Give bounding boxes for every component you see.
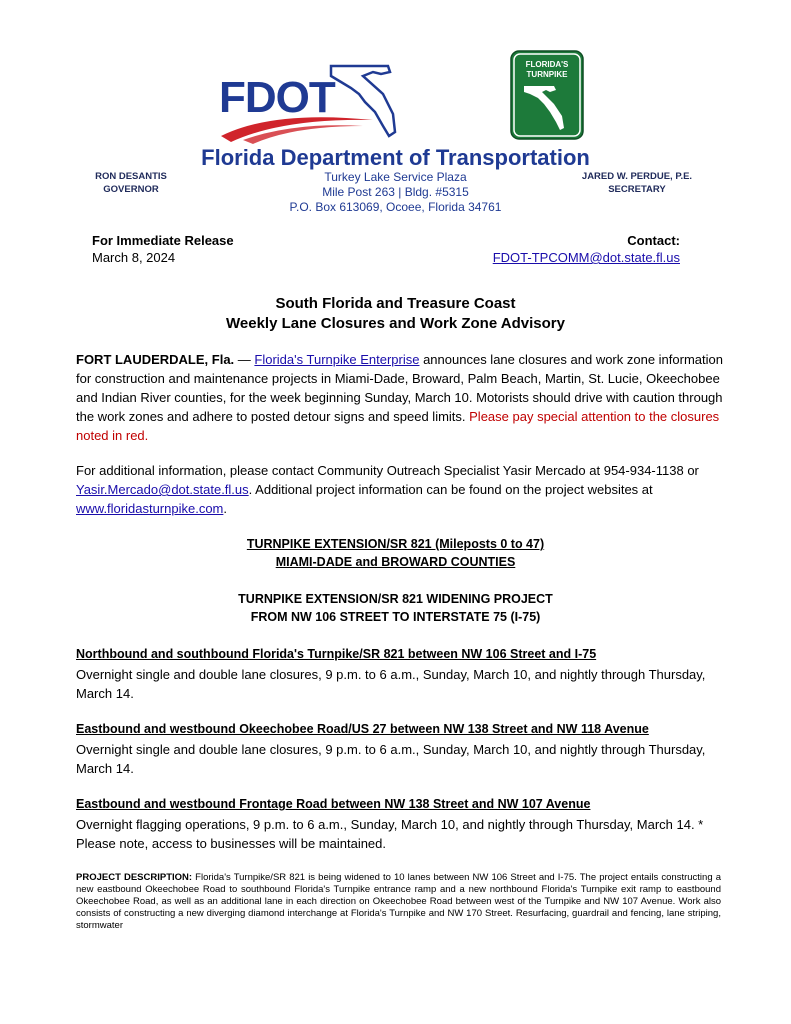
red-notice: Please pay special attention to the closures noted in red. [76,409,720,443]
closure-body: Overnight single and double lane closures, 9 p.m. to 6 a.m., Sunday, March 10, and nightly through Thursday, March 14. [76,742,706,776]
dateline: FORT LAUDERDALE, Fla. [76,352,235,367]
section-heading-line-1: TURNPIKE EXTENSION/SR 821 (Mileposts 0 to 47) [246,537,545,551]
headline-line-1: South Florida and Treasure Coast [275,295,516,312]
headline [0,294,791,334]
project-description [76,872,721,932]
closure-title: Eastbound and westbound Frontage Road between NW 138 Street and NW 107 Avenue [76,797,591,811]
project-heading [0,590,791,626]
intro-text: announces lane closures and work zone information for construction and maintenance projects in Miami-Dade, Broward, Palm Beach, Martin, St. Lucie, Okeechobee and Indian River counties, for the week beginning Sunday, March 10. Motorists should drive with caution through the work zones and adhere to posted detour signs and speed limits. [76,352,723,424]
closure-body: Overnight flagging operations, 9 p.m. to 6 a.m., Sunday, March 10, and nightly through Thursday, March 14. * Please note, access to businesses will be maintained. [76,817,704,851]
contact-text-1: For additional information, please contact Community Outreach Specialist Yasir Mercado at 954-934-1138 or [76,463,699,478]
contact-text-3: . [223,501,228,516]
project-description-label: PROJECT DESCRIPTION: [76,872,193,883]
release-label: For Immediate Release [92,233,234,248]
address-line-1: Turkey Lake Service Plaza [324,170,467,184]
contact-email-link[interactable]: FDOT-TPCOMM@dot.state.fl.us [492,250,680,265]
release-date: March 8, 2024 [92,250,176,265]
closure-body: Overnight single and double lane closures, 9 p.m. to 6 a.m., Sunday, March 10, and nightly through Thursday, March 14. [76,667,706,701]
contact-label: Contact: [627,233,680,248]
project-heading-line-1: TURNPIKE EXTENSION/SR 821 WIDENING PROJECT [238,592,553,606]
headline-line-2: Weekly Lane Closures and Work Zone Advisory [226,315,565,332]
agency-name: Florida Department of Transportation [201,145,590,170]
closure-title: Northbound and southbound Florida's Turnpike/SR 821 between NW 106 Street and I-75 [76,647,597,661]
contact-paragraph [76,461,726,518]
project-heading-line-2: FROM NW 106 STREET TO INTERSTATE 75 (I-75) [250,610,541,624]
turnpike-logo [510,50,584,140]
specialist-email-link[interactable]: Yasir.Mercado@dot.state.fl.us [76,482,249,497]
dateline-dash: — [234,352,255,367]
contact-email-wrap [430,250,680,265]
intro-paragraph [76,350,726,445]
turnpike-logo-text-2: TURNPIKE [526,70,568,79]
fdot-logo-text: FDOT [219,73,335,122]
address-line-3: P.O. Box 613069, Ocoee, Florida 34761 [289,200,502,214]
contact-text-2: . Additional project information can be found on the project websites at [248,482,653,497]
turnpike-enterprise-link[interactable]: Florida's Turnpike Enterprise [254,352,420,367]
address-block [0,170,791,215]
project-description-text: Florida's Turnpike/SR 821 is being widened to 10 lanes between NW 106 Street and I-75. The project entails constructing a new eastbound Okeechobee Road to southbound Florida's Turnpike entrance ramp and a new northbound Florida's Turnpike exit ramp to eastbound Okeechobee Road, as well as an additional lane in each direction on Okeechobee Road between west of the Turnpike and NW 107 Avenue. Work also consists of constructing a new diverging diamond interchange at Florida's Turnpike and NW 170 Street. Resurfacing, guardrail and fencing, lane striping, stormwater [76,872,721,931]
section-heading [0,535,791,571]
section-heading-line-2: MIAMI-DADE and BROWARD COUNTIES [275,555,516,569]
governor-title: GOVERNOR [103,184,159,195]
secretary-title: SECRETARY [608,184,666,195]
fdot-logo [213,54,403,144]
website-link[interactable]: www.floridasturnpike.com [76,501,224,516]
closure-title: Eastbound and westbound Okeechobee Road/US 27 between NW 138 Street and NW 118 Avenue [76,722,649,736]
governor-name: RON DESANTIS [95,171,167,182]
turnpike-logo-text-1: FLORIDA'S [525,60,569,69]
address-line-2: Mile Post 263 | Bldg. #5315 [322,185,469,199]
secretary-name: JARED W. PERDUE, P.E. [581,171,693,182]
